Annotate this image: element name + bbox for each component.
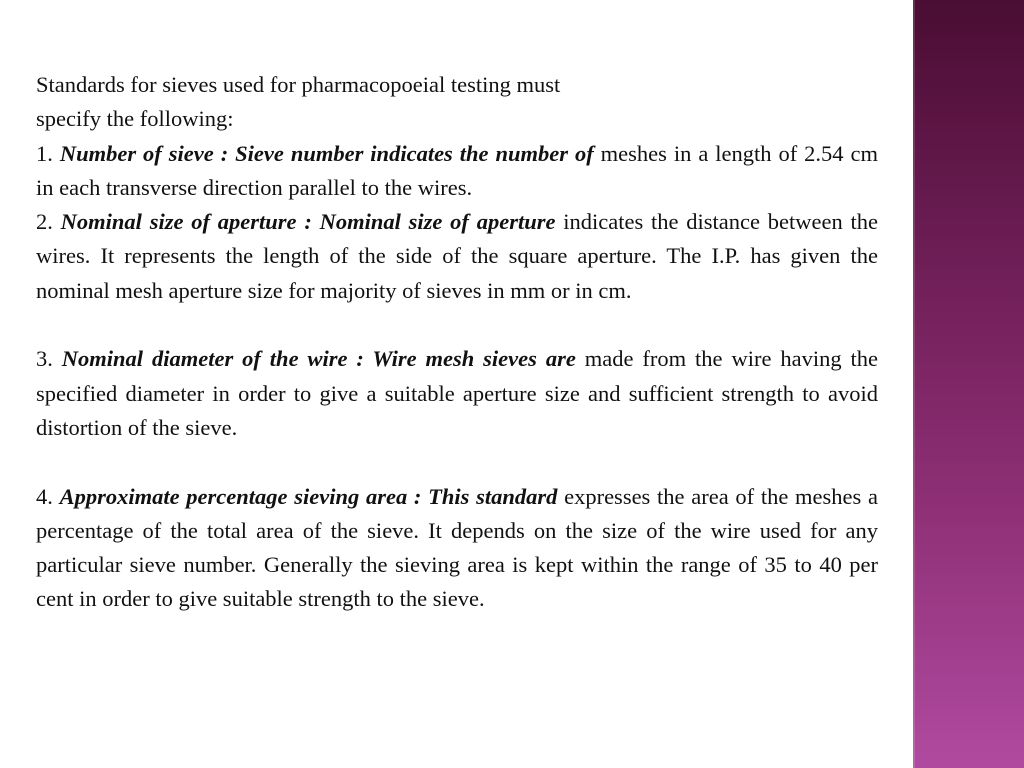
- item-1-body: meshes in a length of 2.54 cm in each transverse direction parallel to the wires.: [36, 140, 879, 200]
- item-1-number: 1.: [36, 140, 53, 166]
- item-2-body: indicates the distance between the wires. It represents the length of the side of the square aperture. The I.P. has given the nominal mesh aperture size for majority of sieves in mm or in cm.: [36, 209, 879, 303]
- item-4: [36, 480, 878, 617]
- intro-line-2: specify the following:: [36, 106, 234, 132]
- item-4-number: 4.: [36, 483, 53, 509]
- item-1-heading: Number of sieve : Sieve number indicates the number of: [59, 140, 594, 166]
- decorative-side-band: [913, 0, 1024, 768]
- slide-body: [36, 68, 878, 617]
- item-3-body: made from the wire having the specified diameter in order to give a suitable aperture size and sufficient strength to avoid distortion of the sieve.: [36, 346, 878, 440]
- item-3-number: 3.: [36, 346, 53, 372]
- item-3-heading: Nominal diameter of the wire : Wire mesh sieves are: [61, 346, 576, 372]
- paragraph-gap: [36, 445, 878, 479]
- item-4-heading: Approximate percentage sieving area : This standard: [59, 483, 558, 509]
- item-4-body: expresses the area of the meshes a percentage of the total area of the sieve. It depends on the size of the wire used for any particular sieve number. Generally the sieving area is kept within the range of 35 to 40 per cent in order to give suitable strength to the sieve.: [36, 483, 878, 612]
- side-band-edge: [913, 0, 915, 768]
- item-1: [36, 137, 878, 206]
- item-2-number: 2.: [36, 209, 53, 235]
- item-2-heading: Nominal size of aperture : Nominal size of aperture: [60, 209, 556, 235]
- item-2: [36, 205, 878, 308]
- paragraph-gap: [36, 308, 878, 342]
- intro-line-1: Standards for sieves used for pharmacopoeial testing must: [36, 72, 561, 97]
- item-3: [36, 342, 878, 445]
